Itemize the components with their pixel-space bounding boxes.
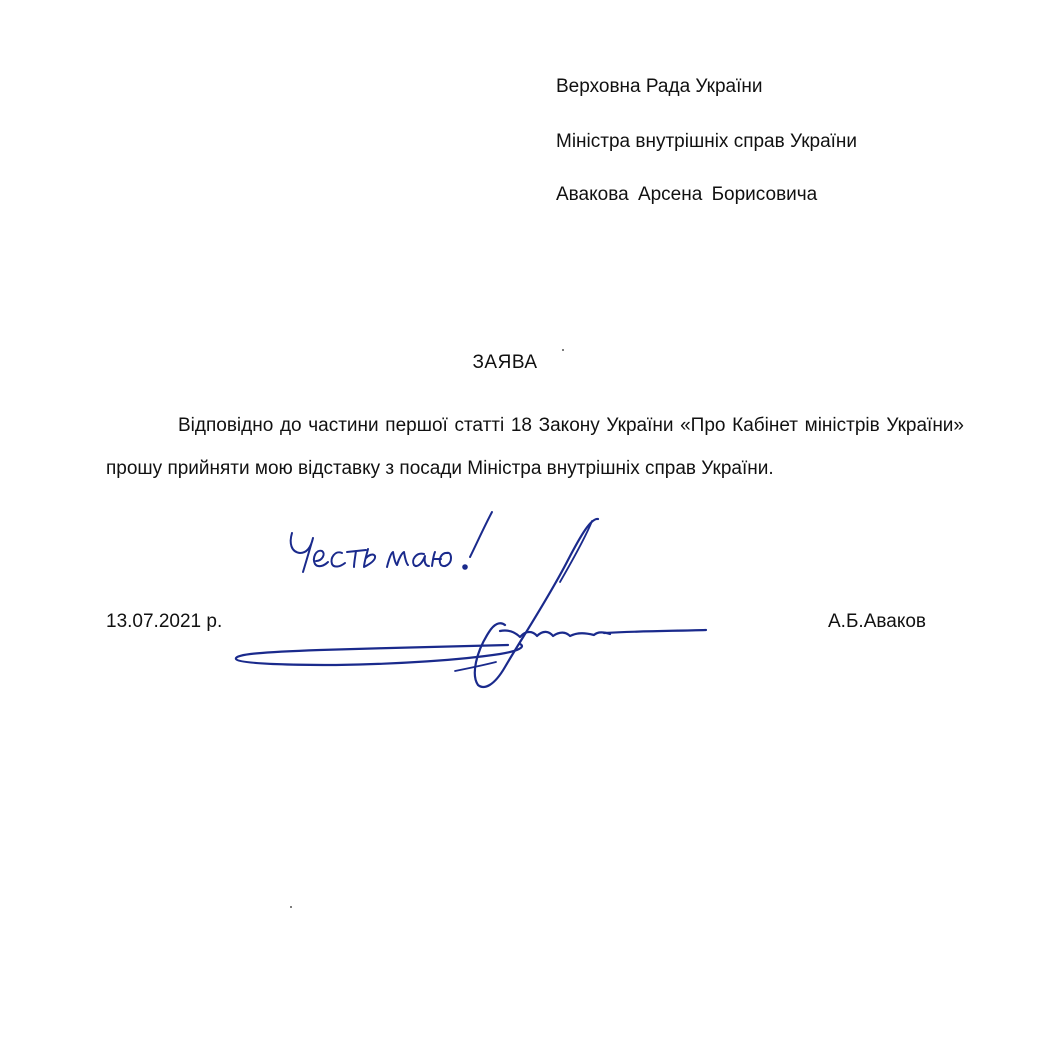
scan-speck xyxy=(290,906,292,908)
addressee-line-3: Авакова Арсена Борисовича xyxy=(556,184,818,205)
signer-name: А.Б.Аваков xyxy=(828,611,927,632)
handwritten-note xyxy=(291,512,492,572)
signature-mark xyxy=(236,519,706,687)
addressee-line-2: Міністра внутрішніх справ України xyxy=(556,131,858,152)
statement-body: Відповідно до частини першої статті 18 Закону України «Про Кабінет міністрів України» прошу прийняти мою відставку з посади Міністра внутрішніх справ України. xyxy=(106,415,964,479)
addressee-line-1: Верховна Рада України xyxy=(556,76,763,97)
date-text: 13.07.2021 р. xyxy=(106,611,223,632)
scan-speck xyxy=(562,349,564,351)
document-title: ЗАЯВА xyxy=(472,352,538,373)
